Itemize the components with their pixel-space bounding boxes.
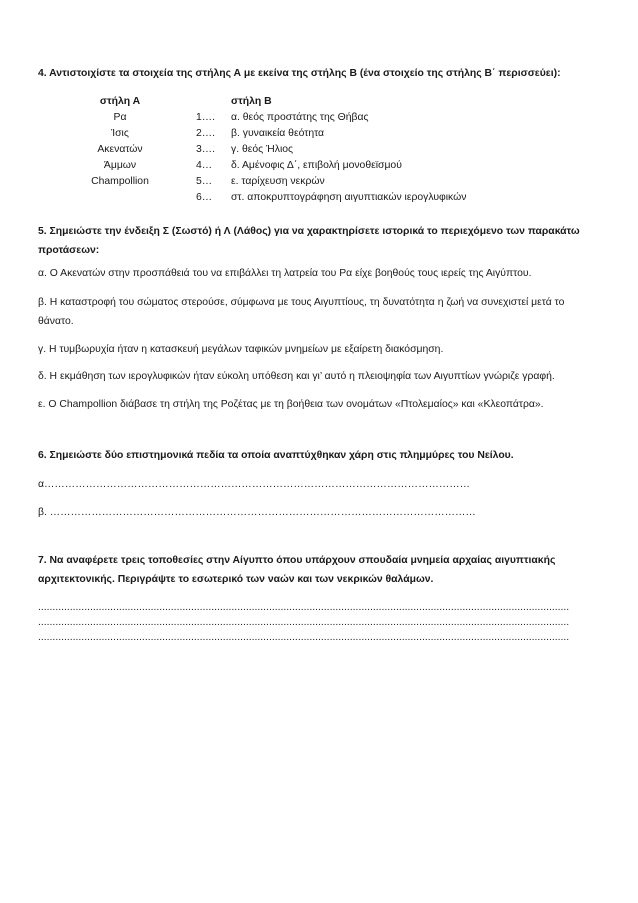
column-a-item: Champollion — [91, 176, 149, 187]
match-number: 6… — [196, 192, 213, 203]
column-a-item: Άμμων — [103, 160, 137, 171]
column-b-item: στ. αποκρυπτογράφηση αιγυπτιακών ιερογλυφικών — [231, 192, 467, 203]
column-b-item: γ. θεός Ήλιος — [231, 144, 294, 155]
match-number: 4… — [196, 160, 213, 171]
statement-item: γ. Η τυμβωρυχία ήταν η κατασκευή μεγάλων ταφικών μνημείων με εξαίρετη διακόσμηση. — [38, 344, 444, 355]
statement-item: δ. Η εκμάθηση των ιερογλυφικών ήταν εύκολη υπόθεση και γι’ αυτό η πλειοψηφία των Αιγυπτίων γνώριζε γραφή. — [38, 371, 555, 382]
answer-line[interactable]: ........................................................................................................................................................................................ — [38, 632, 570, 643]
column-b-item: β. γυναικεία θεότητα — [231, 128, 325, 139]
question-6-title: 6. Σημειώστε δύο επιστημονικά πεδία τα οποία αναπτύχθηκαν χάρη στις πλημμύρες του Νείλου. — [38, 450, 514, 461]
column-b-header: στήλη Β — [231, 96, 272, 107]
answer-line[interactable]: α…………………………………………………………………………………………………………… — [38, 479, 471, 490]
question-7-title: 7. Να αναφέρετε τρεις τοποθεσίες στην Αίγυπτο όπου υπάρχουν σπουδαία μνημεία αρχαίας αιγυπτιακής αρχιτεκτονικής. Περιγράψτε το εσωτερικό των ναών και των νεκρικών θαλάμων. — [38, 555, 556, 585]
column-b-item: δ. Αμένοφις Δ΄, επιβολή μονοθεϊσμού — [231, 160, 402, 171]
match-number: 2…. — [196, 128, 216, 139]
column-a-item: Ίσις — [111, 128, 129, 139]
match-number: 1…. — [196, 112, 216, 123]
match-number: 3…. — [196, 144, 216, 155]
answer-line[interactable]: β. …………………………………………………………………………………………………………… — [38, 507, 476, 518]
statement-item: α. Ο Ακενατών στην προσπάθειά του να επιβάλλει τη λατρεία του Ρα είχε βοηθούς τους ιερείς της Αιγύπτου. — [38, 268, 532, 279]
column-a-item: Ρα — [113, 112, 127, 123]
column-b-item: ε. ταρίχευση νεκρών — [231, 176, 325, 187]
answer-line[interactable]: ........................................................................................................................................................................................ — [38, 602, 570, 613]
statement-item: ε. Ο Champollion διάβασε τη στήλη της Ροζέτας με τη βοήθεια των ονομάτων «Πτολεμαίος» και «Κλεοπάτρα». — [38, 399, 544, 410]
question-5-title: 5. Σημειώστε την ένδειξη Σ (Σωστό) ή Λ (Λάθος) για να χαρακτηρίσετε ιστορικά το περιεχόμενο των παρακάτω προτάσεων: — [38, 226, 580, 256]
column-a-item: Ακενατών — [97, 144, 143, 155]
column-a-header: στήλη Α — [99, 96, 141, 107]
statement-item: β. Η καταστροφή του σώματος στερούσε, σύμφωνα με τους Αιγυπτίους, τη δυνατότητα η ζωή να συνεχιστεί μετά το θάνατο. — [38, 297, 565, 327]
answer-line[interactable]: ........................................................................................................................................................................................ — [38, 617, 570, 628]
column-b-item: α. θεός προστάτης της Θήβας — [231, 112, 369, 123]
question-4-title: 4. Αντιστοιχίστε τα στοιχεία της στήλης Α με εκείνα της στήλης Β (ένα στοιχείο της στήλης Β΄ περισσεύει): — [38, 68, 561, 79]
match-number: 5… — [196, 176, 213, 187]
